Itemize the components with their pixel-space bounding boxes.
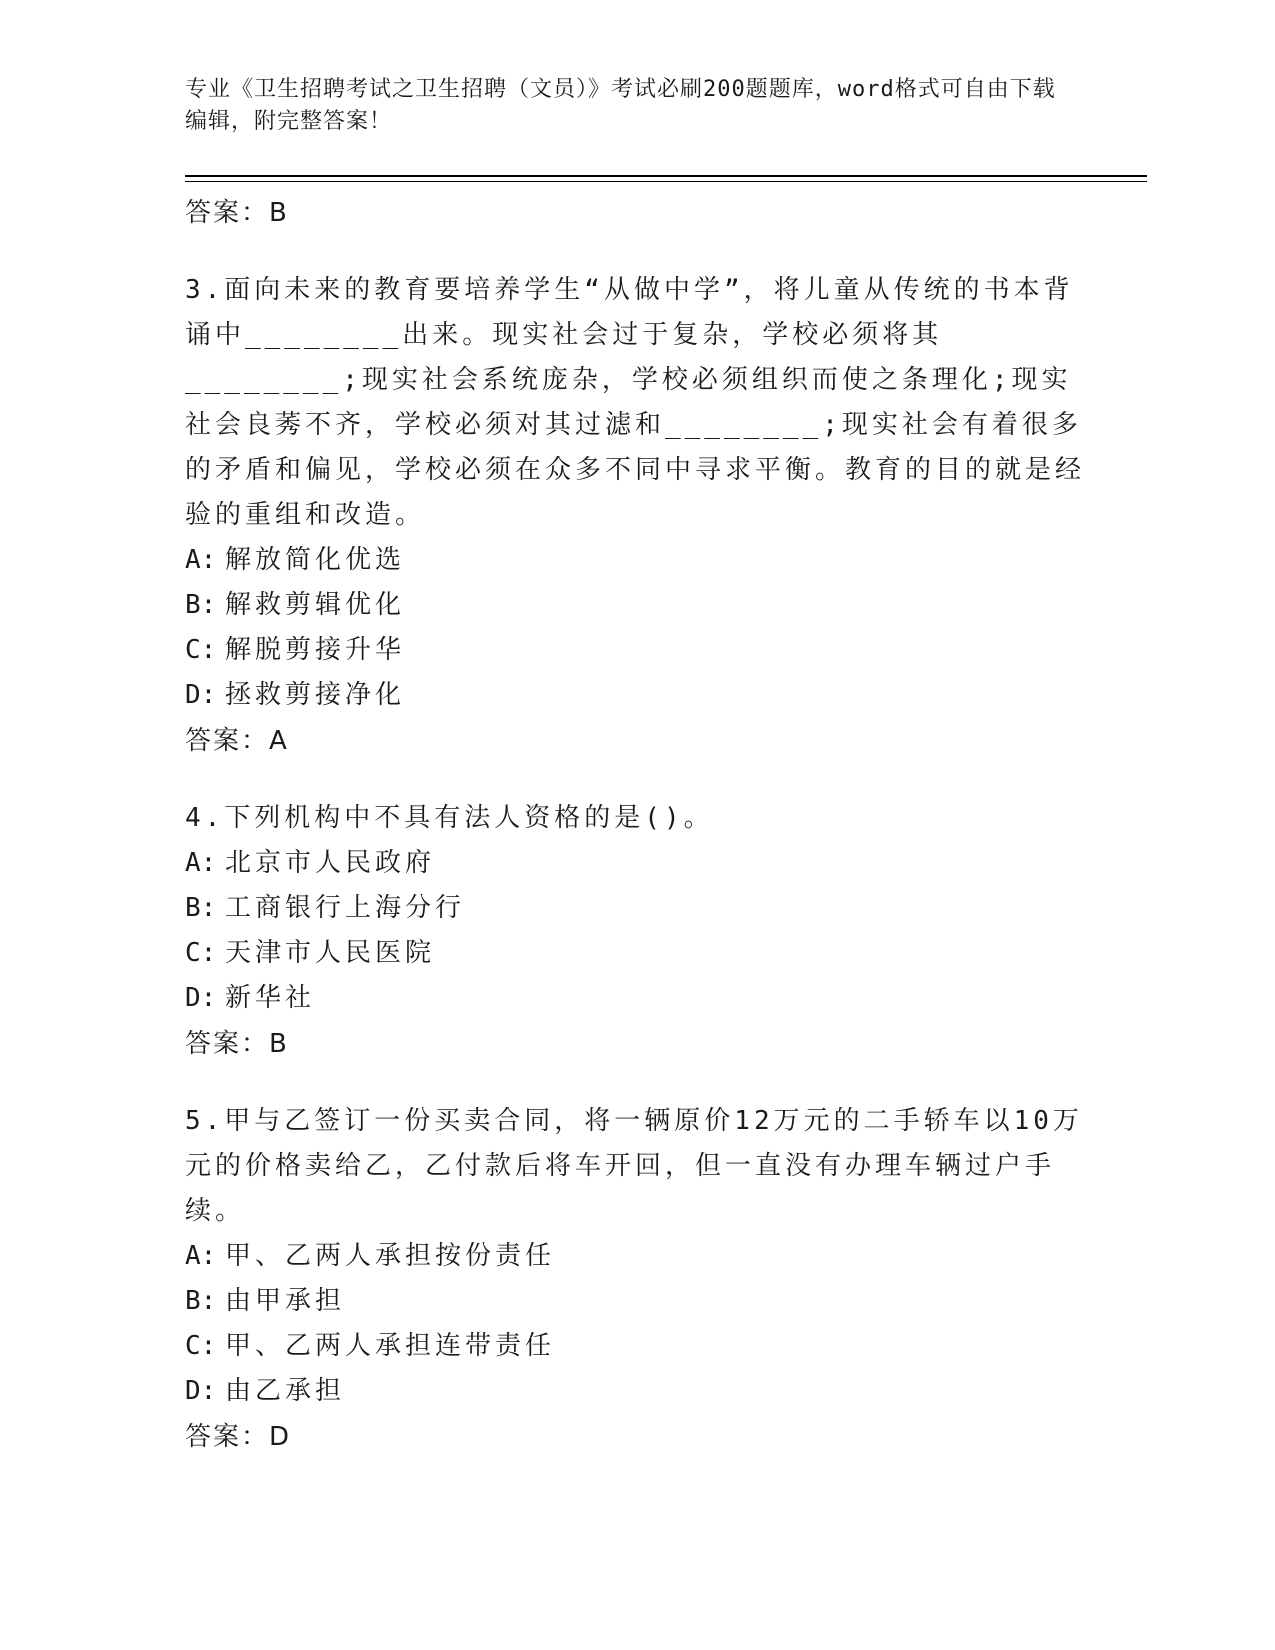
option-a [185, 841, 1085, 886]
option-key: A: [185, 1241, 217, 1271]
option-text: 解放简化优选 [225, 545, 406, 575]
option-c [185, 1324, 1085, 1369]
question-text: 4.下列机构中不具有法人资格的是()。 [185, 803, 714, 833]
option-key: C: [185, 1331, 217, 1361]
option-text: 甲、乙两人承担连带责任 [225, 1331, 556, 1361]
option-text: 拯救剪接净化 [225, 680, 406, 710]
option-d [185, 673, 1085, 718]
answer-line: 答案：D [185, 1422, 292, 1452]
document-body [185, 190, 1085, 1460]
answer-line: 答案：B [185, 1029, 289, 1059]
option-b [185, 886, 1085, 931]
option-text: 工商银行上海分行 [225, 893, 466, 923]
question-3 [185, 268, 1085, 764]
answer-line: 答案：A [185, 726, 289, 756]
document-header: 专业《卫生招聘考试之卫生招聘（文员）》考试必刷200题题库，word格式可自由下载编辑，附完整答案！ [185, 77, 1056, 134]
header-rule-thick [185, 175, 1147, 177]
option-text: 由甲承担 [225, 1286, 346, 1316]
option-d [185, 976, 1085, 1021]
option-a [185, 1234, 1085, 1279]
answer-line: 答案：B [185, 198, 289, 228]
option-key: D: [185, 680, 217, 710]
option-key: A: [185, 848, 217, 878]
question-text: 3.面向未来的教育要培养学生“从做中学”，将儿童从传统的书本背诵中________出来。现实社会过于复杂，学校必须将其________;现实社会系统庞杂，学校必须组织而使之条理化;现实社会良莠不齐，学校必须对其过滤和________;现实社会有着很多的矛盾和偏见，学校必须在众多不同中寻求平衡。教育的目的就是经验的重组和改造。 [185, 275, 1086, 530]
option-c [185, 931, 1085, 976]
option-b [185, 1279, 1085, 1324]
option-text: 北京市人民政府 [225, 848, 436, 878]
option-key: B: [185, 590, 217, 620]
option-c [185, 628, 1085, 673]
question-5 [185, 1099, 1085, 1460]
option-text: 解救剪辑优化 [225, 590, 406, 620]
option-text: 天津市人民医院 [225, 938, 436, 968]
option-text: 解脱剪接升华 [225, 635, 406, 665]
option-key: D: [185, 983, 217, 1013]
option-d [185, 1369, 1085, 1414]
option-b [185, 583, 1085, 628]
option-key: C: [185, 938, 217, 968]
option-text: 甲、乙两人承担按份责任 [225, 1241, 556, 1271]
option-key: A: [185, 545, 217, 575]
header-rule-thin [185, 181, 1147, 182]
option-a [185, 538, 1085, 583]
option-text: 新华社 [225, 983, 316, 1013]
option-key: B: [185, 893, 217, 923]
question-4 [185, 796, 1085, 1067]
question-text: 5.甲与乙签订一份买卖合同，将一辆原价12万元的二手轿车以10万元的价格卖给乙，乙付款后将车开回，但一直没有办理车辆过户手续。 [185, 1106, 1083, 1226]
option-text: 由乙承担 [225, 1376, 346, 1406]
option-key: B: [185, 1286, 217, 1316]
option-key: C: [185, 635, 217, 665]
option-key: D: [185, 1376, 217, 1406]
